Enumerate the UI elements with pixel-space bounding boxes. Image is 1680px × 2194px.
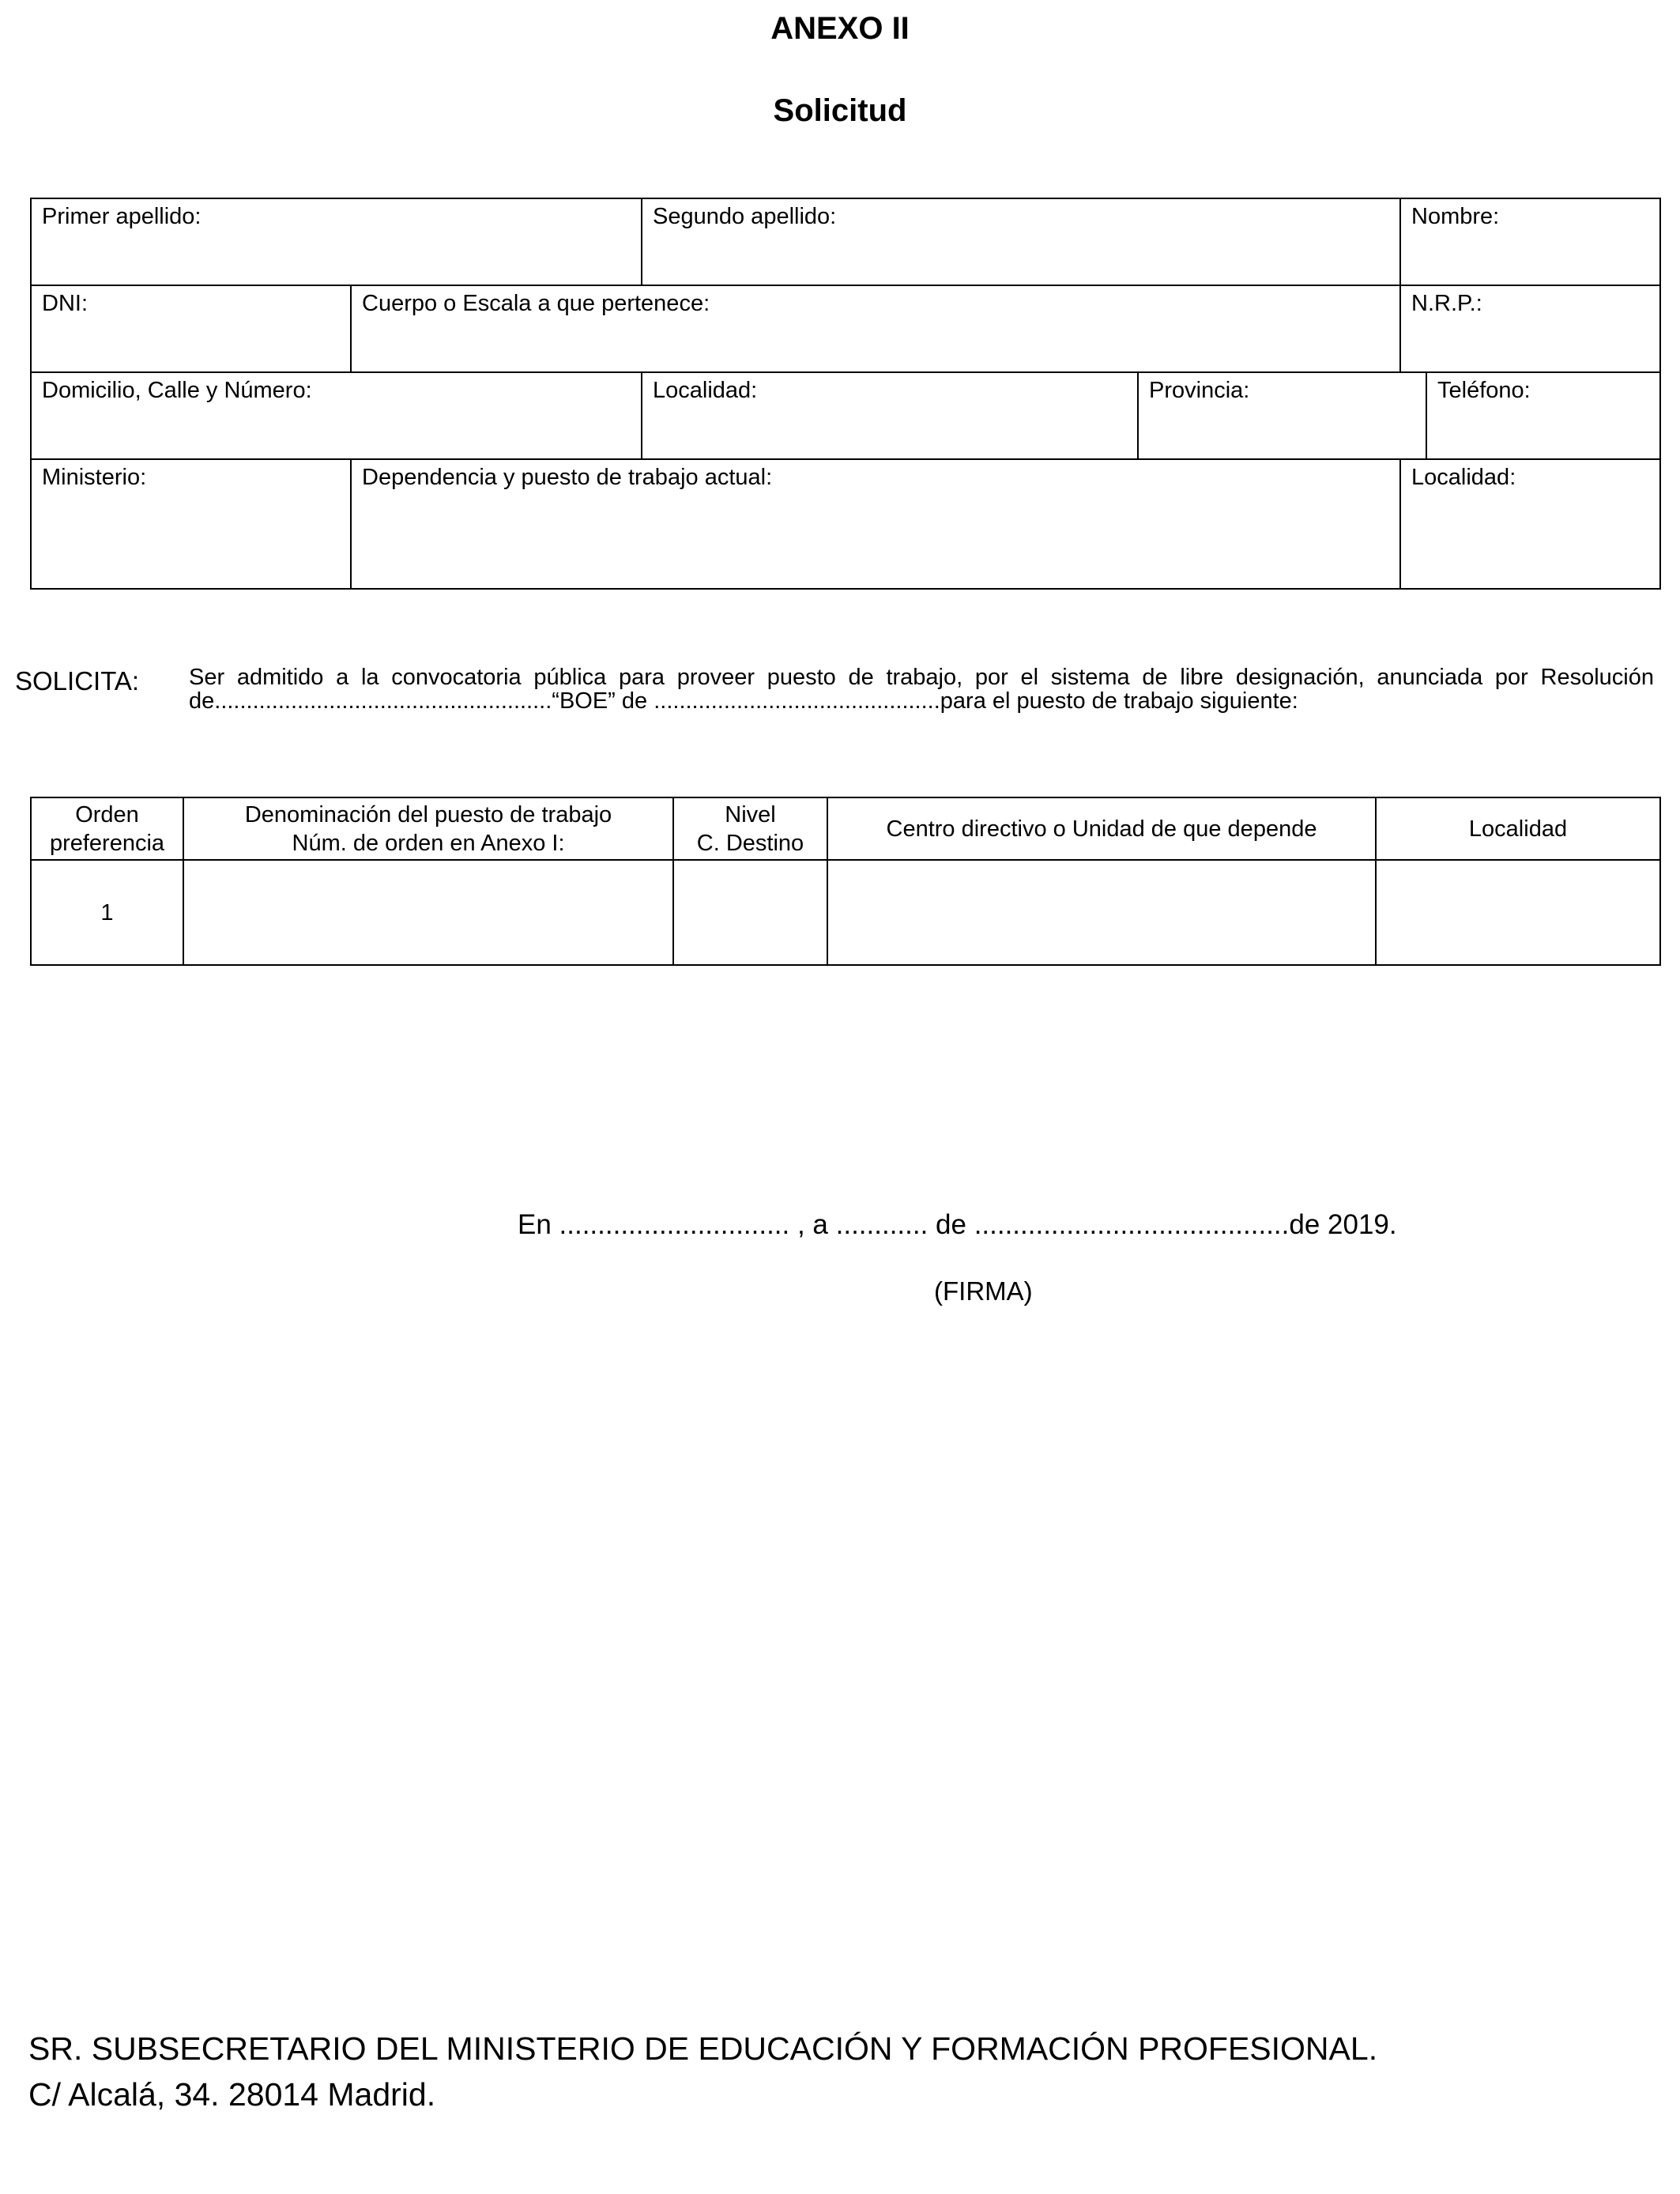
- field-domicilio[interactable]: [31, 372, 642, 459]
- field-label: N.R.P.:: [1411, 291, 1482, 316]
- field-label: Localidad:: [653, 378, 758, 403]
- field-label: Cuerpo o Escala a que pertenece:: [362, 291, 710, 316]
- field-label: Primer apellido:: [42, 204, 202, 229]
- signature-label: (FIRMA): [934, 1276, 1033, 1306]
- request-label: SOLICITA:: [15, 666, 140, 696]
- field-nrp[interactable]: [1400, 285, 1660, 372]
- field-primer-apellido[interactable]: [31, 198, 642, 285]
- field-label: Provincia:: [1149, 378, 1250, 403]
- field-telefono[interactable]: [1426, 372, 1660, 459]
- cell-localidad[interactable]: [1376, 860, 1660, 965]
- cell-denominacion[interactable]: [183, 860, 673, 965]
- header-line: Denominación del puesto de trabajo: [244, 801, 612, 827]
- header-centro: Centro directivo o Unidad de que depende: [827, 797, 1376, 860]
- field-label: Teléfono:: [1437, 378, 1531, 403]
- request-text: Ser admitido a la convocatoria pública para proveer puesto de trabajo, por el sistema de libre designación, anunciada por Resolución de.....................................................“BOE” de .............................................para el puesto de trabajo siguiente:: [189, 665, 1654, 714]
- field-segundo-apellido[interactable]: [642, 198, 1400, 285]
- header-line: Nivel: [725, 801, 776, 827]
- annex-title: ANEXO II: [770, 11, 910, 46]
- addressee-line-1: SR. SUBSECRETARIO DEL MINISTERIO DE EDUCACIÓN Y FORMACIÓN PROFESIONAL.: [28, 2030, 1378, 2067]
- header-line: C. Destino: [696, 830, 804, 856]
- header-orden: [31, 797, 183, 860]
- header-line: Núm. de orden en Anexo I:: [292, 830, 565, 856]
- field-label: Localidad:: [1411, 465, 1516, 490]
- table-row: [31, 860, 1660, 965]
- field-label: DNI:: [42, 291, 88, 316]
- date-line: En .............................. , a ............ de .........................................de 2019.: [518, 1209, 1397, 1240]
- field-nombre[interactable]: [1400, 198, 1660, 285]
- header-line: preferencia: [49, 830, 165, 856]
- personal-data-table: [30, 198, 1661, 590]
- field-label: Ministerio:: [42, 465, 147, 490]
- field-label: Nombre:: [1411, 204, 1500, 229]
- header-line: Orden: [75, 801, 139, 827]
- field-dni[interactable]: [31, 285, 351, 372]
- field-localidad-trabajo[interactable]: [1400, 459, 1660, 589]
- cell-nivel[interactable]: [673, 860, 827, 965]
- field-label: Segundo apellido:: [653, 204, 837, 229]
- form-subtitle: Solicitud: [773, 93, 907, 128]
- field-localidad[interactable]: [642, 372, 1138, 459]
- field-ministerio[interactable]: [31, 459, 351, 589]
- field-provincia[interactable]: [1138, 372, 1426, 459]
- header-localidad: Localidad: [1376, 797, 1660, 860]
- cell-orden[interactable]: 1: [31, 860, 183, 965]
- addressee-line-2: C/ Alcalá, 34. 28014 Madrid.: [28, 2076, 436, 2113]
- field-cuerpo-escala[interactable]: [351, 285, 1400, 372]
- field-label: Dependencia y puesto de trabajo actual:: [362, 465, 773, 490]
- cell-centro[interactable]: [827, 860, 1376, 965]
- field-dependencia[interactable]: [351, 459, 1400, 589]
- header-denominacion: [183, 797, 673, 860]
- positions-table: [30, 797, 1661, 966]
- header-nivel: [673, 797, 827, 860]
- field-label: Domicilio, Calle y Número:: [42, 378, 312, 403]
